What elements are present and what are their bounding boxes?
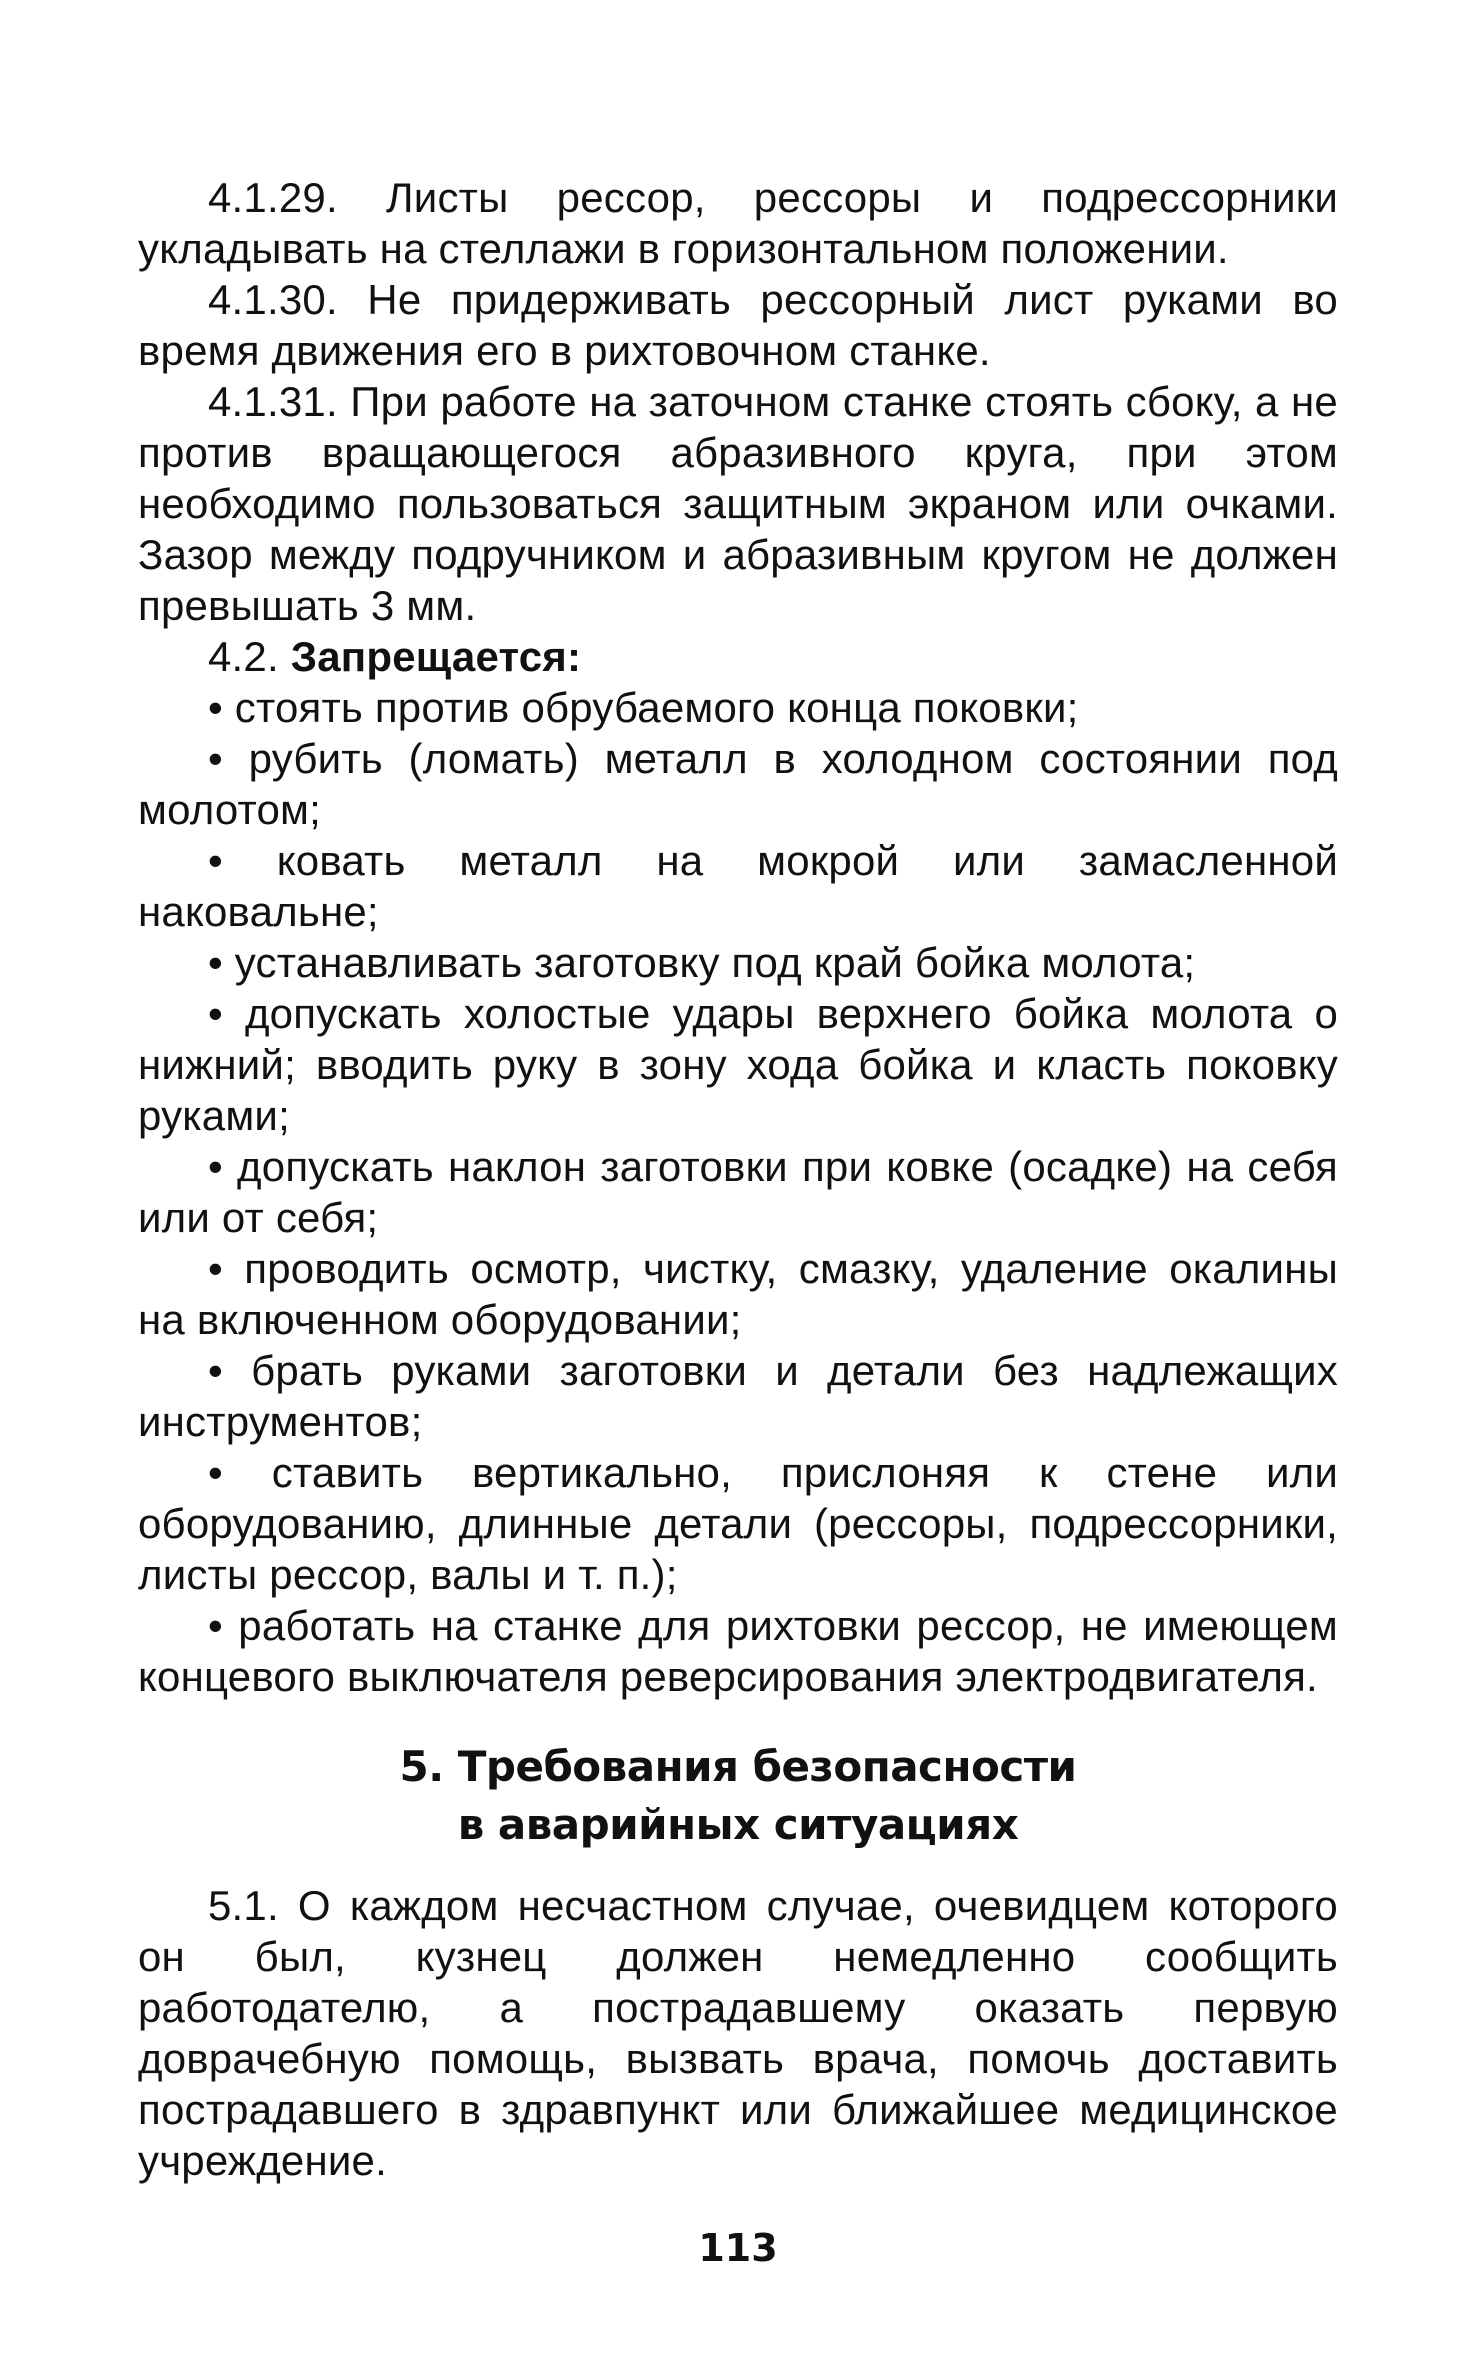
section-title-line-2: в аварийных ситуациях xyxy=(457,1800,1019,1849)
page-number: 113 xyxy=(698,2226,778,2270)
section-title-line-1: 5. Требования безопасности xyxy=(399,1742,1077,1791)
paragraph-5-1: 5.1. О каждом несчастном случае, очевидцем которого он был, кузнец должен немедленно сообщить работодателю, а пострадавшему оказать первую доврачебную помощь, вызвать врача, помочь доставить пострадавшего в здравпункт или ближайшее медицинское учреждение. xyxy=(138,1882,1338,2184)
prohibited-item: • проводить осмотр, чистку, смазку, удаление окалины на включенном оборудовании; xyxy=(138,1245,1338,1343)
paragraph-4-1-30: 4.1.30. Не придерживать рессорный лист руками во время движения его в рихтовочном станке. xyxy=(138,276,1338,374)
paragraph-4-1-31: 4.1.31. При работе на заточном станке стоять сбоку, а не против вращающегося абразивного круга, при этом необходимо пользоваться защитным экраном или очками. Зазор между подручником и абразивным кругом не должен превышать 3 мм. xyxy=(138,378,1338,629)
section-body xyxy=(138,1880,1338,2186)
prohibited-item: • стоять против обрубаемого конца поковки; xyxy=(208,684,1079,731)
prohibited-item: • работать на станке для рихтовки рессор, не имеющем концевого выключателя реверсирования электродвигателя. xyxy=(138,1602,1338,1700)
prohibited-item: • допускать наклон заготовки при ковке (осадке) на себя или от себя; xyxy=(138,1143,1338,1241)
prohibited-item: • брать руками заготовки и детали без надлежащих инструментов; xyxy=(138,1347,1338,1445)
section-heading xyxy=(138,1738,1338,1854)
body-text xyxy=(138,172,1338,1702)
prohibited-heading: Запрещается: xyxy=(290,633,582,680)
prohibited-item: • рубить (ломать) металл в холодном состоянии под молотом; xyxy=(138,735,1338,833)
prohibited-item: • ставить вертикально, прислоняя к стене или оборудованию, длинные детали (рессоры, подрессорники, листы рессор, валы и т. п.); xyxy=(138,1449,1338,1598)
prohibited-item: • устанавливать заготовку под край бойка молота; xyxy=(208,939,1196,986)
prohibited-heading-paragraph xyxy=(138,631,1338,682)
prohibited-item: • ковать металл на мокрой или замасленной наковальне; xyxy=(138,837,1338,935)
prohibited-number: 4.2. xyxy=(208,633,279,680)
prohibited-item: • допускать холостые удары верхнего бойка молота о нижний; вводить руку в зону хода бойка и класть поковку руками; xyxy=(138,990,1338,1139)
paragraph-4-1-29: 4.1.29. Листы рессор, рессоры и подрессорники укладывать на стеллажи в горизонтальном положении. xyxy=(138,174,1338,272)
